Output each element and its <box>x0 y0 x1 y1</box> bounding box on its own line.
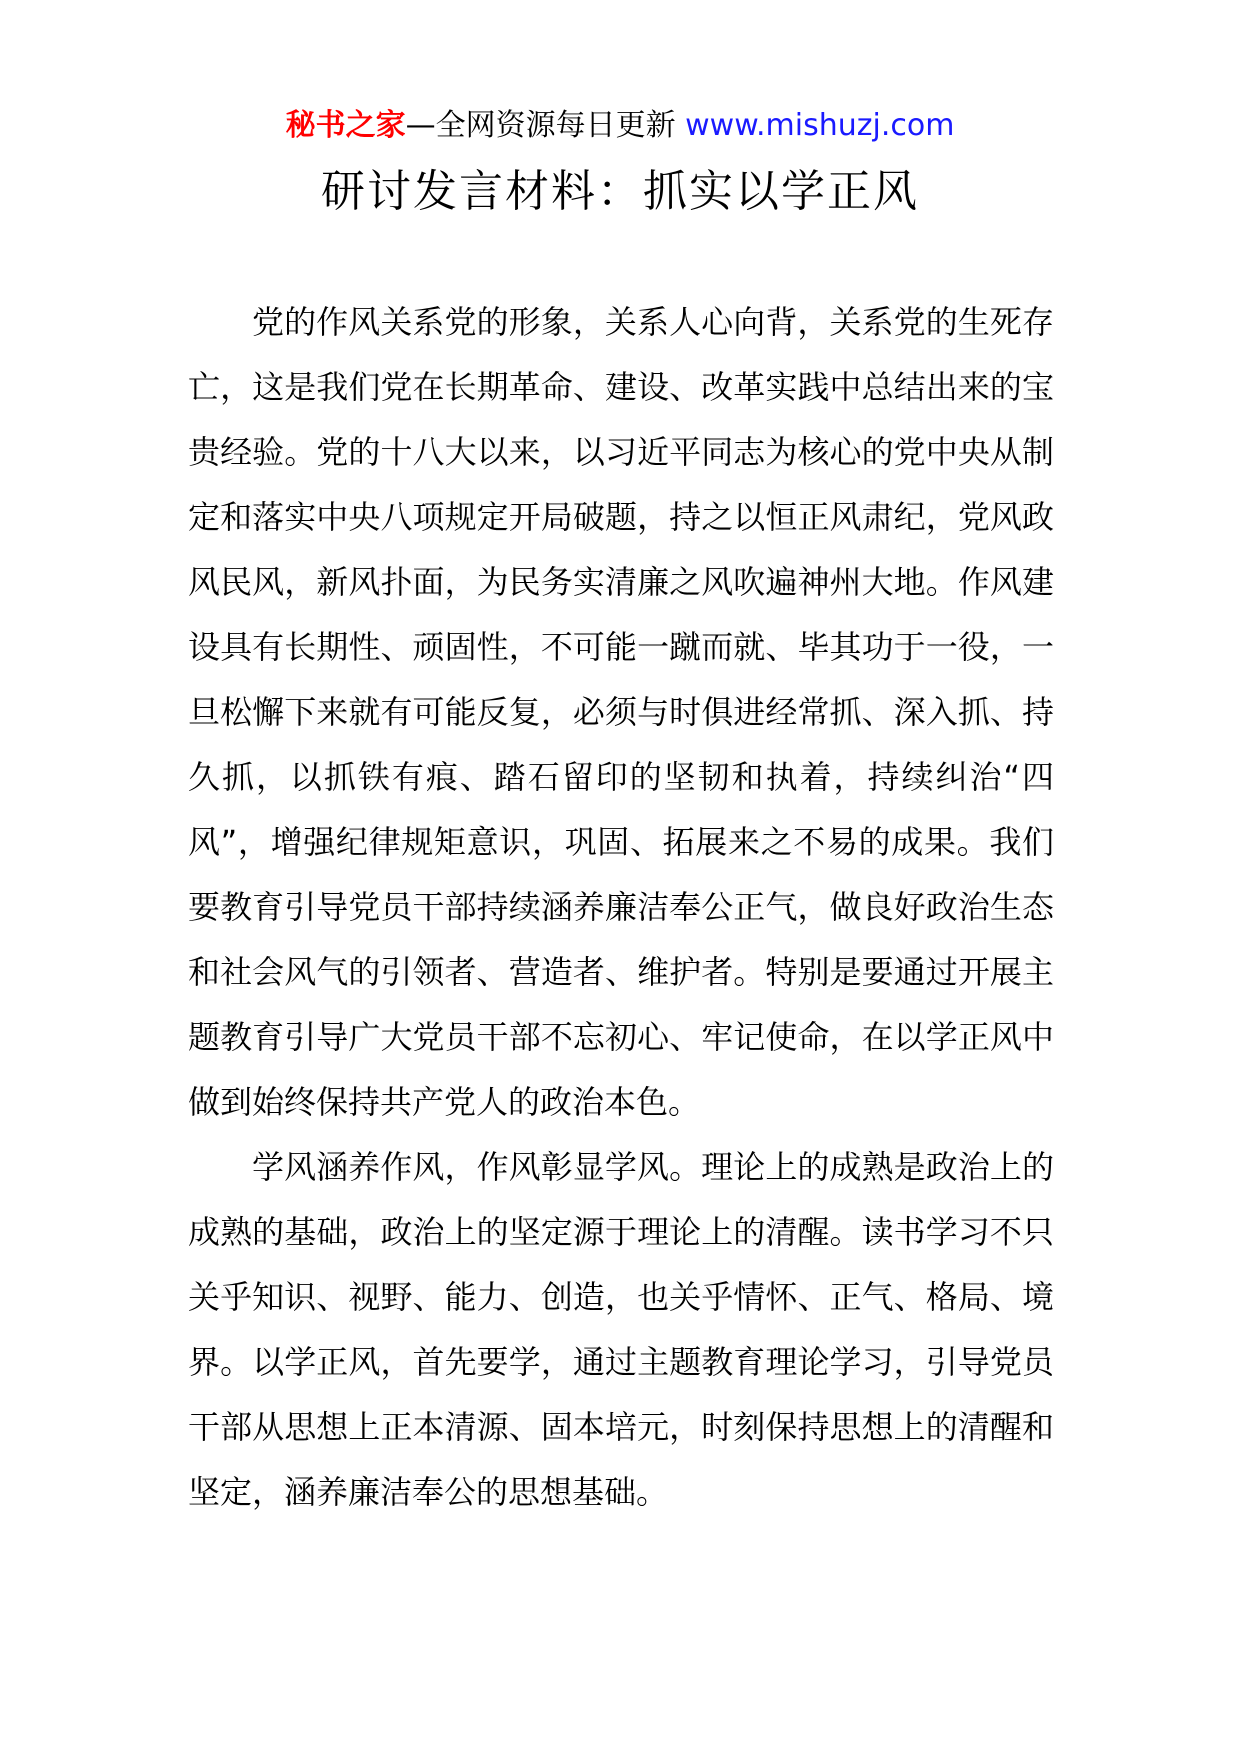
paragraph: 学风涵养作风，作风彰显学风。理论上的成熟是政治上的成熟的基础，政治上的坚定源于理论上的清醒。读书学习不只关乎知识、视野、能力、创造，也关乎情怀、正气、格局、境界。以学正风，首先要学，通过主题教育理论学习，引导党员干部从思想上正本清源、固本培元，时刻保持思想上的清醒和坚定，涵养廉洁奉公的思想基础。 <box>188 1148 1054 1511</box>
document-title: 研讨发言材料：抓实以学正风 <box>321 166 919 217</box>
site-banner <box>0 104 1240 148</box>
document-body <box>188 290 1054 1525</box>
paragraph: 党的作风关系党的形象，关系人心向背，关系党的生死存亡，这是我们党在长期革命、建设、改革实践中总结出来的宝贵经验。党的十八大以来，以习近平同志为核心的党中央从制定和落实中央八项规定开局破题，持之以恒正风肃纪，党风政风民风，新风扑面，为民务实清廉之风吹遍神州大地。作风建设具有长期性、顽固性，不可能一蹴而就、毕其功于一役，一旦松懈下来就有可能反复，必须与时俱进经常抓、深入抓、持久抓，以抓铁有痕、踏石留印的坚韧和执着，持续纠治“四风”，增强纪律规矩意识，巩固、拓展来之不易的成果。我们要教育引导党员干部持续涵养廉洁奉公正气，做良好政治生态和社会风气的引领者、营造者、维护者。特别是要通过开展主题教育引导广大党员干部不忘初心、牢记使命，在以学正风中做到始终保持共产党人的政治本色。 <box>188 303 1054 1121</box>
banner-tagline: —全网资源每日更新 <box>405 108 686 143</box>
brand-name: 秘书之家 <box>285 108 406 143</box>
site-url-link[interactable]: www.mishuzj.com <box>685 108 955 143</box>
